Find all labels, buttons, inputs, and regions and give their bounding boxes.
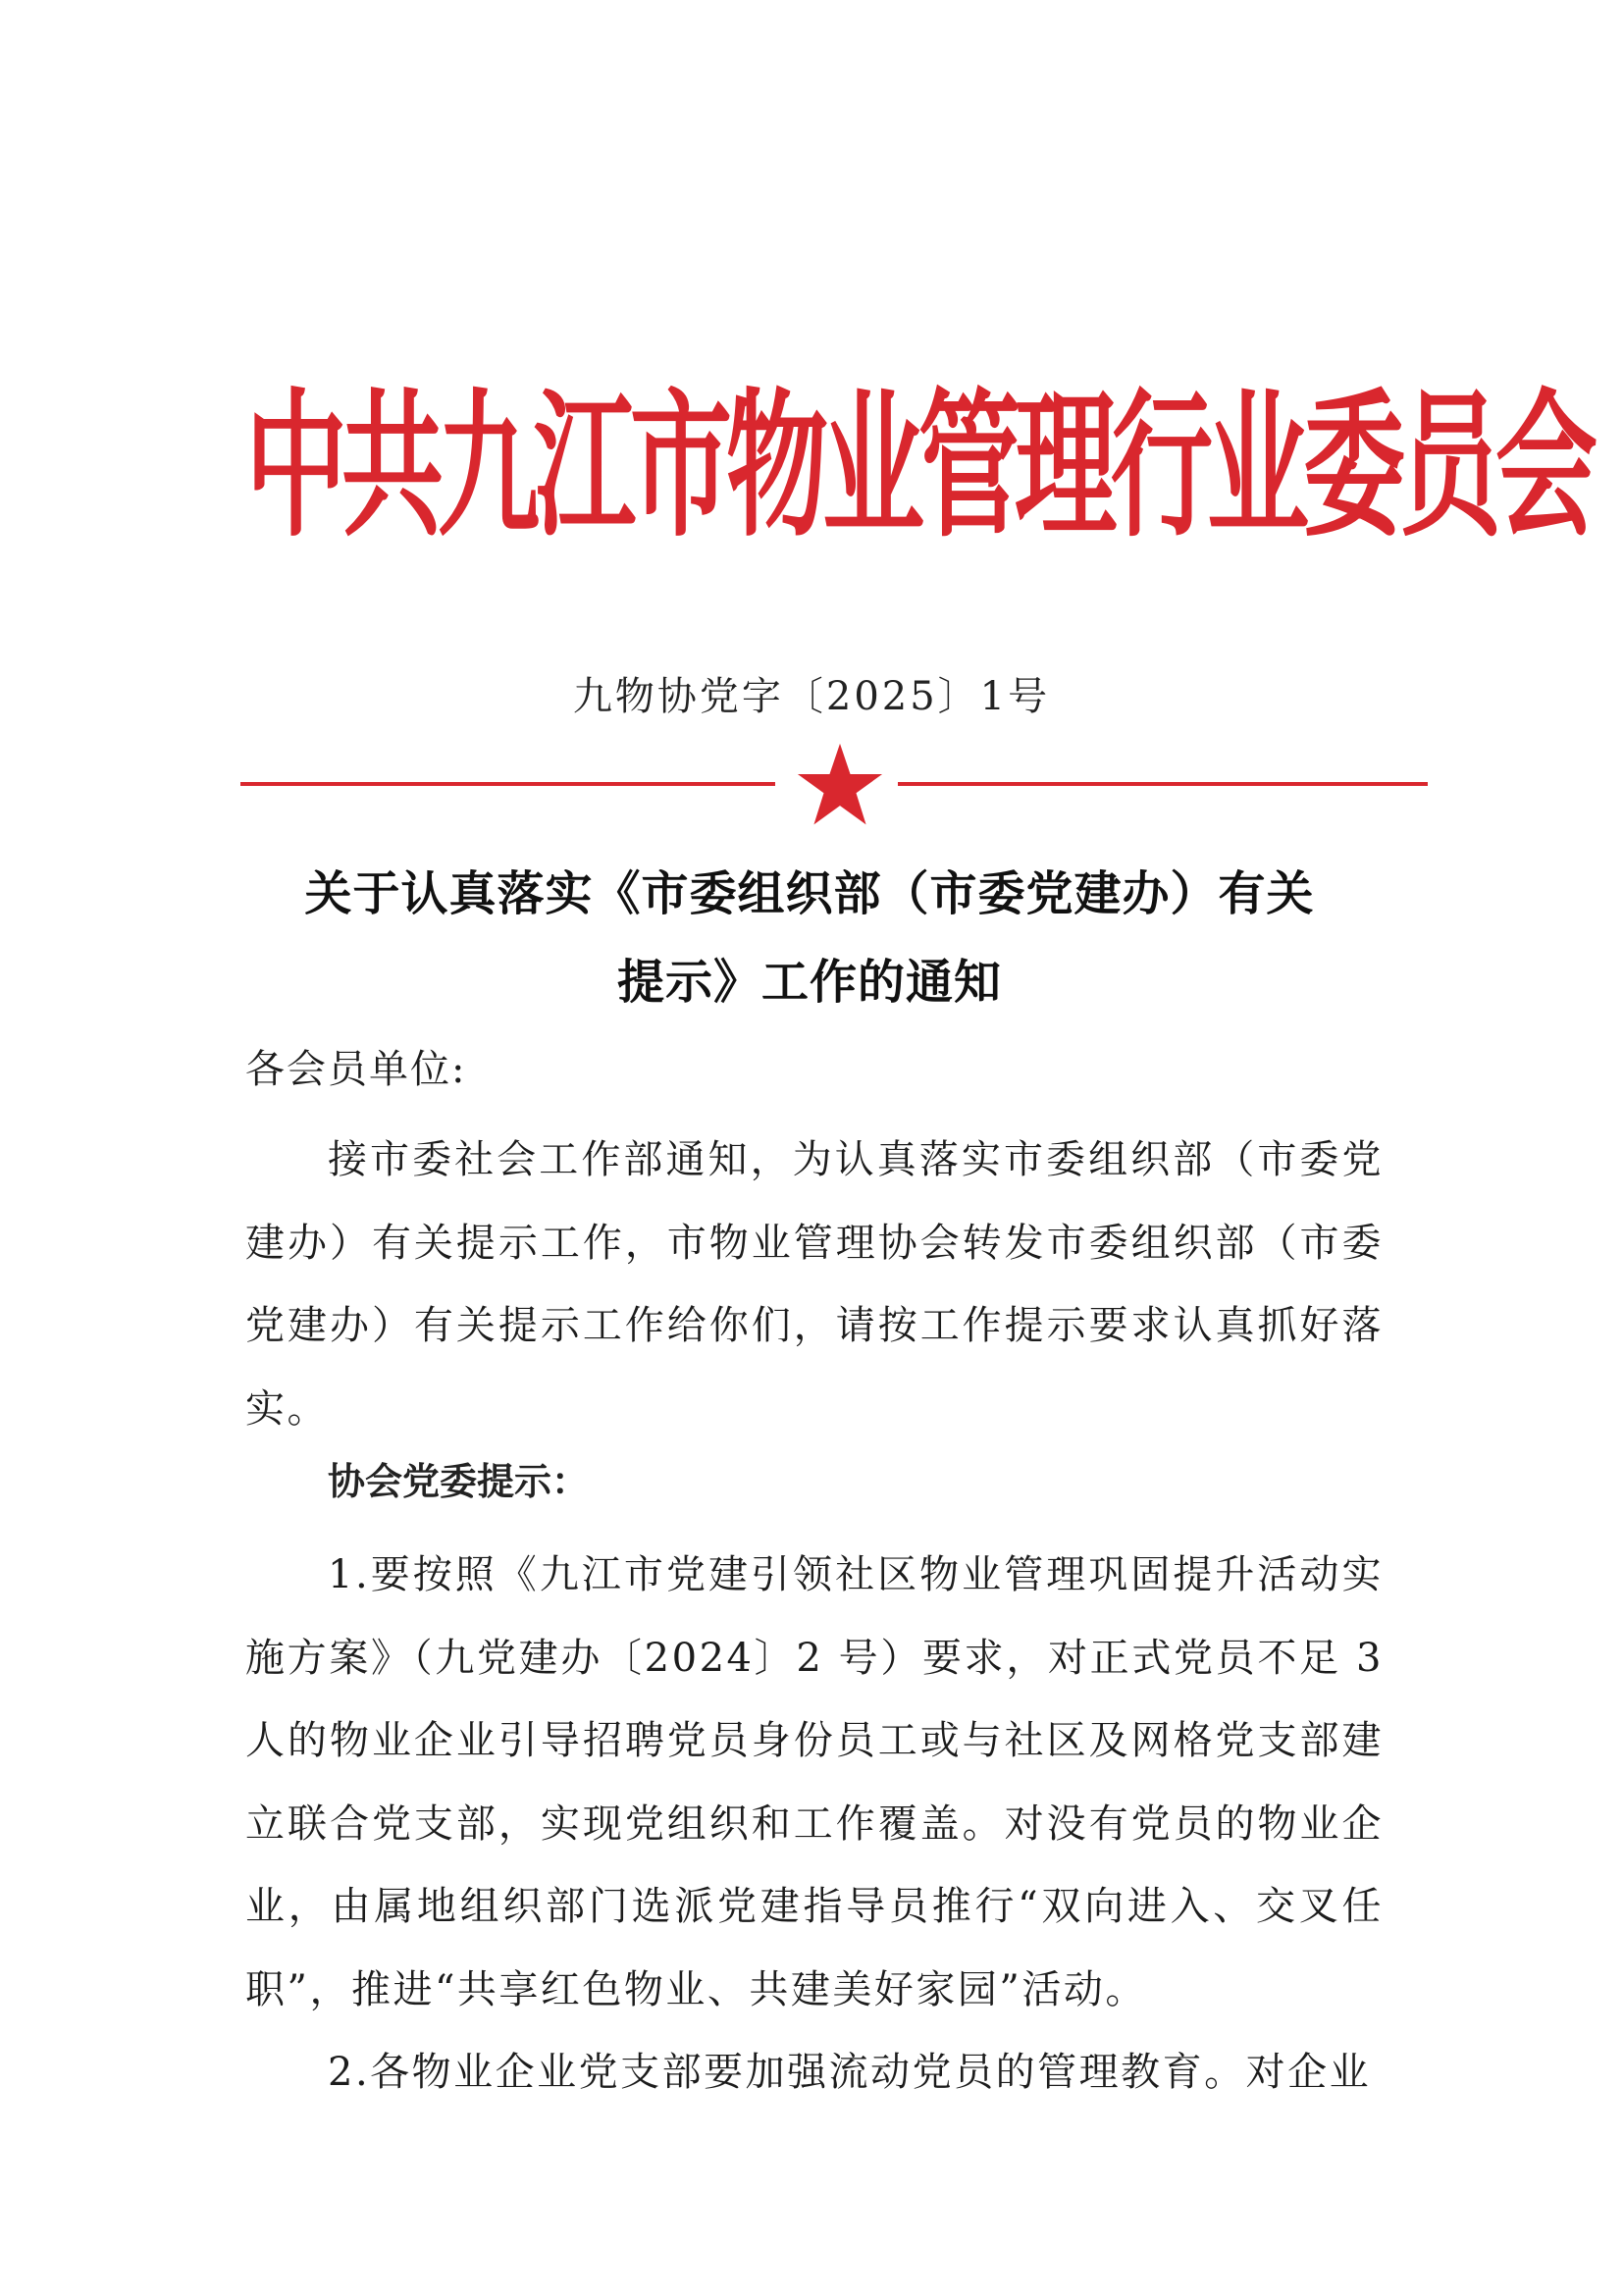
list-item-1: 1.要按照《九江市党建引领社区物业管理巩固提升活动实施方案》（九党建办〔2024〕2 号）要求，对正式党员不足 3 人的物业企业引导招聘党员身份员工或与社区及网格党支部建立联合党支部，实现党组织和工作覆盖。对没有党员的物业企业，由属地组织部门选派党建指导员推行“双向进入、交叉任职”，推进“共享红色物业、共建美好家园”活动。 (245, 1552, 1384, 2012)
header-rule-right (898, 782, 1428, 786)
document-number: 九物协党字〔2025〕1号 (572, 674, 1051, 719)
section-subheading: 协会党委提示： (328, 1460, 590, 1503)
list-item-2: 2.各物业企业党支部要加强流动党员的管理教育。对企业 (328, 2050, 1372, 2095)
salutation: 各会员单位: (245, 1047, 467, 1092)
notice-title-line-2: 提示》工作的通知 (616, 955, 1002, 1010)
notice-title-line-1: 关于认真落实《市委组织部（市委党建办）有关 (304, 866, 1315, 921)
organization-header (245, 353, 1593, 579)
header-rule-left (240, 782, 775, 786)
red-star-icon (795, 742, 885, 828)
organization-name: 中共九江市物业管理行业委员会 (245, 373, 1593, 559)
intro-paragraph: 接市委社会工作部通知，为认真落实市委组织部（市委党建办）有关提示工作，市物业管理协会转发市委组织部（市委党建办）有关提示工作给你们，请按工作提示要求认真抓好落实。 (245, 1137, 1384, 1432)
